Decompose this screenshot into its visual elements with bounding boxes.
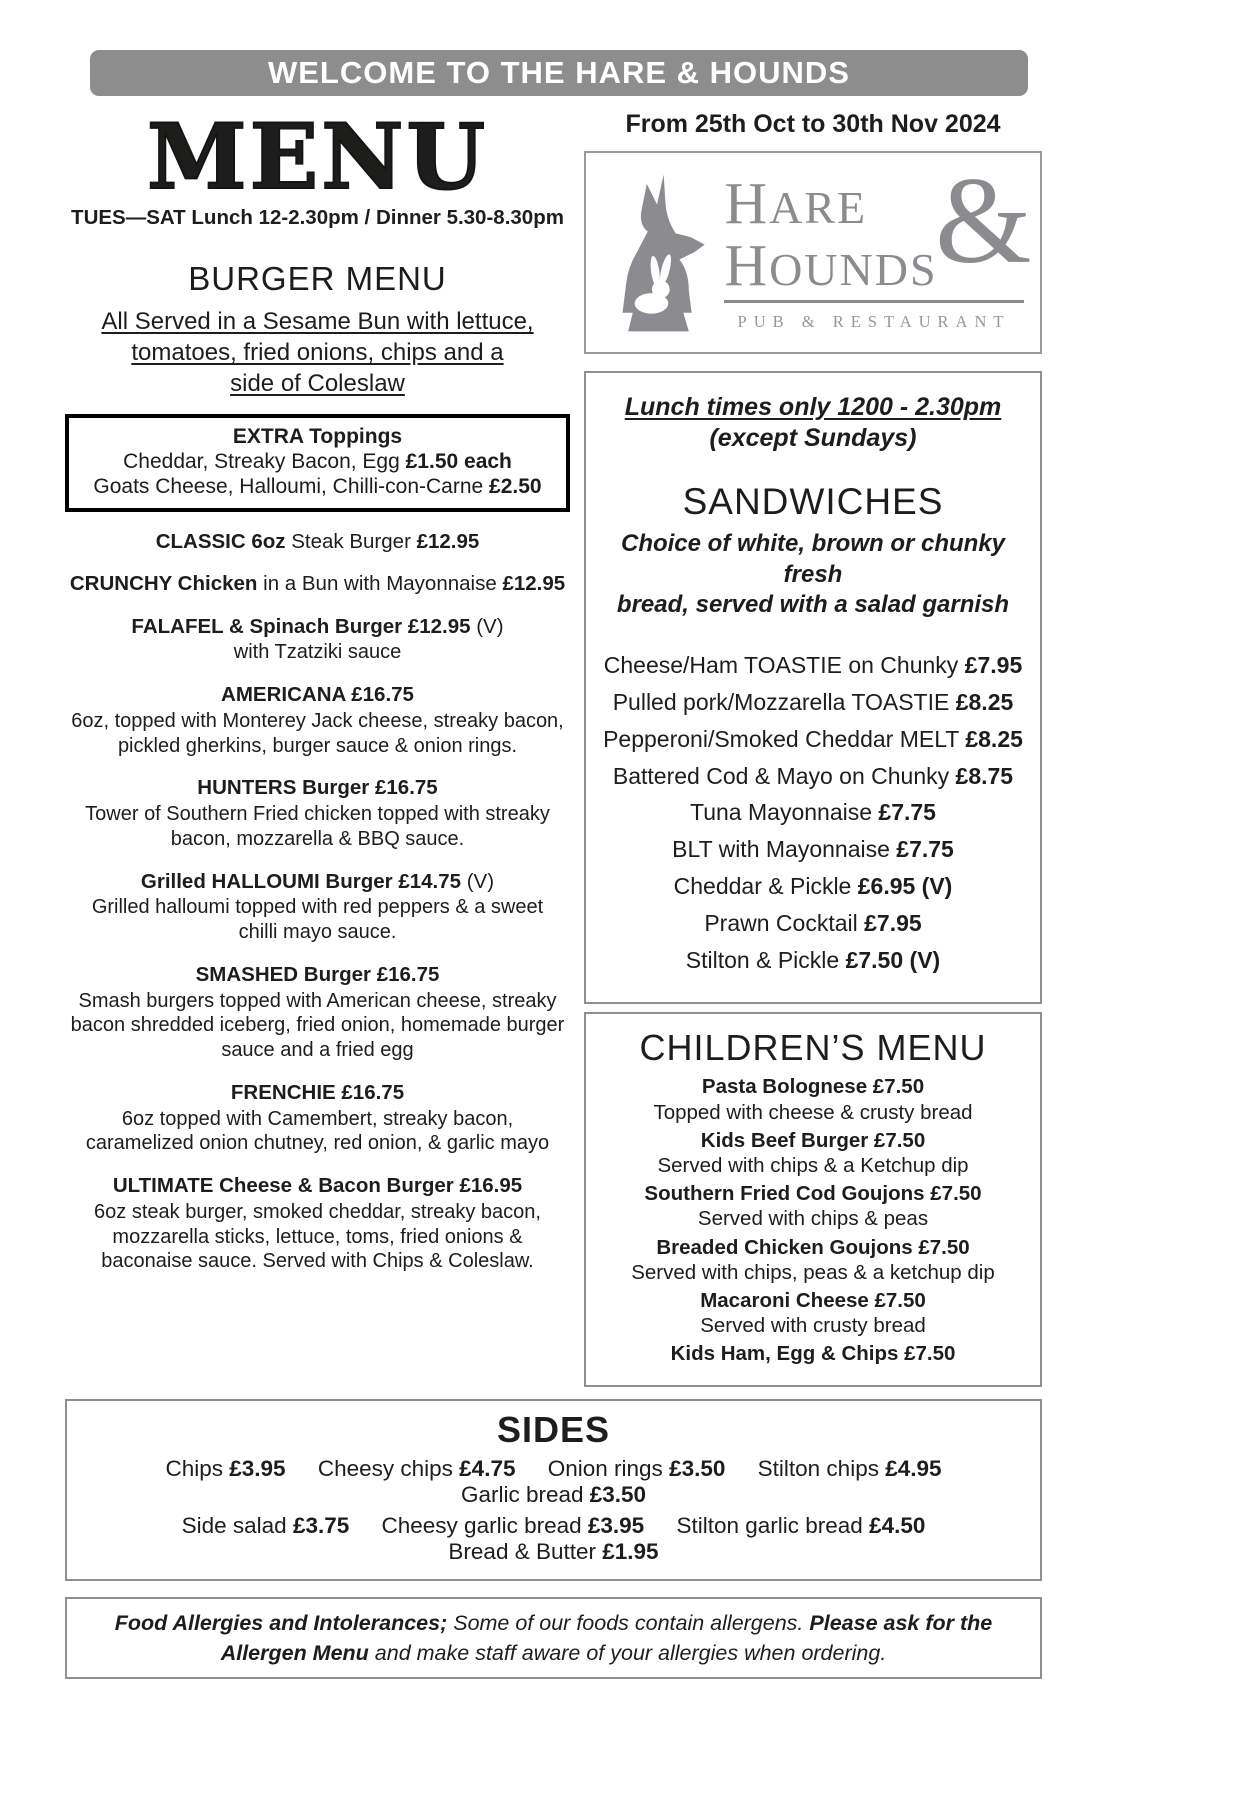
burger-item-desc: Tower of Southern Fried chicken topped with streaky bacon, mozzarella & BBQ sauce. <box>85 803 550 850</box>
sandwich-item: Tuna Mayonnaise £7.75 <box>690 799 936 826</box>
sides-title: SIDES <box>496 1408 611 1450</box>
lunch-times-exception: (except Sundays) <box>709 424 917 452</box>
burger-item-desc: 6oz, topped with Monterey Jack cheese, streaky bacon, pickled gherkins, burger sauce & onion rings. <box>71 709 564 757</box>
childrens-item-name: Breaded Chicken Goujons £7.50 <box>656 1235 970 1259</box>
childrens-item-name: Macaroni Cheese £7.50 <box>700 1288 926 1312</box>
burger-item-title: HUNTERS Burger £16.75 <box>197 776 438 800</box>
sandwiches-subtitle-line: Choice of white, brown or chunky fresh <box>620 530 1006 588</box>
burger-item-title: CLASSIC 6oz Steak Burger £12.95 <box>155 529 480 553</box>
extra-toppings-line <box>71 450 564 474</box>
toppings-text: Cheddar, Streaky Bacon, Egg <box>123 449 406 473</box>
side-item: Cheesy garlic bread £3.95 <box>381 1512 645 1538</box>
promo-date-range: From 25th Oct to 30th Nov 2024 <box>625 110 1001 138</box>
burger-item-title: ULTIMATE Cheese & Bacon Burger £16.95 <box>112 1174 523 1198</box>
childrens-item-name: Pasta Bolognese £7.50 <box>701 1075 925 1099</box>
allergy-menu-callout: Please ask for the Allergen Menu <box>220 1610 993 1665</box>
extra-toppings-line <box>71 475 564 499</box>
sandwich-item: Battered Cod & Mayo on Chunky £8.75 <box>612 762 1014 789</box>
burger-item <box>65 614 570 665</box>
right-column <box>584 108 1042 1387</box>
side-item: Bread & Butter £1.95 <box>448 1538 659 1564</box>
childrens-item-name: Kids Ham, Egg & Chips £7.50 <box>670 1342 956 1366</box>
sandwich-item: Cheese/Ham TOASTIE on Chunky £7.95 <box>603 652 1023 679</box>
allergy-notice-heading: Food Allergies and Intolerances; <box>114 1610 448 1635</box>
menu-title: MENU <box>147 104 488 210</box>
sandwich-item: Pulled pork/Mozzarella TOASTIE £8.25 <box>612 688 1014 715</box>
hound-and-hare-silhouette-icon <box>602 165 714 341</box>
sandwich-item: Cheddar & Pickle £6.95 (V) <box>673 872 953 899</box>
childrens-item-desc: Served with chips, peas & a ketchup dip <box>631 1260 995 1284</box>
burger-item-title: SMASHED Burger £16.75 <box>195 962 440 986</box>
welcome-banner <box>90 50 1028 96</box>
childrens-item-desc: Served with crusty bread <box>700 1314 926 1338</box>
burger-item-desc: Grilled halloumi topped with red peppers & a sweet chilli mayo sauce. <box>91 896 544 944</box>
childrens-menu-section <box>584 1012 1042 1386</box>
burger-subtitle-line: All Served in a Sesame Bun with lettuce, <box>101 308 534 335</box>
burger-item-desc: Smash burgers topped with American cheese, streaky bacon shredded iceberg, fried onion, homemade burger sauce and a fried egg <box>70 989 565 1062</box>
logo-word-hare: HARE <box>724 170 868 237</box>
allergy-notice: Food Allergies and Intolerances; Some of our foods contain allergens. Please ask for the Allergen Menu and make staff aware of your allergies when ordering. <box>65 1597 1042 1679</box>
side-item: Onion rings £3.50 <box>547 1455 726 1481</box>
burger-item <box>65 1080 570 1156</box>
burger-subtitle-line: tomatoes, fried onions, chips and a <box>131 339 504 367</box>
toppings-text: Goats Cheese, Halloumi, Chilli-con-Carne <box>93 474 490 498</box>
sandwich-item: BLT with Mayonnaise £7.75 <box>672 836 954 863</box>
burger-item <box>65 962 570 1063</box>
burger-item <box>65 682 570 758</box>
burger-subtitle-line: side of Coleslaw <box>230 370 405 398</box>
toppings-price: £2.50 <box>489 474 542 498</box>
left-column <box>65 104 570 1387</box>
side-item: Stilton chips £4.95 <box>757 1455 942 1481</box>
side-item: Stilton garlic bread £4.50 <box>676 1512 926 1538</box>
childrens-item-desc: Topped with cheese & crusty bread <box>653 1100 973 1124</box>
logo-tagline: PUB & RESTAURANT <box>737 311 1011 331</box>
burger-item-title: Grilled HALLOUMI Burger £14.75 (V) <box>140 869 495 893</box>
childrens-item-name: Kids Beef Burger £7.50 <box>700 1128 926 1152</box>
burger-item-desc: with Tzatziki sauce <box>233 641 402 664</box>
sandwich-item: Prawn Cocktail £7.95 <box>704 909 922 936</box>
childrens-menu-list <box>590 1074 1036 1366</box>
logo-word-hounds: HOUNDS <box>724 231 938 298</box>
sides-row <box>73 1513 1034 1565</box>
burger-item-title: FRENCHIE £16.75 <box>230 1080 405 1104</box>
side-item: Side salad £3.75 <box>181 1512 350 1538</box>
opening-hours: TUES—SAT Lunch 12-2.30pm / Dinner 5.30-8.30pm <box>71 206 564 229</box>
logo-divider <box>724 300 1023 303</box>
childrens-item-desc: Served with chips & peas <box>697 1207 929 1231</box>
burger-item-title: CRUNCHY Chicken in a Bun with Mayonnaise £12.95 <box>69 572 566 596</box>
extra-toppings-title: EXTRA Toppings <box>232 424 403 448</box>
burger-menu-title: BURGER MENU <box>188 260 447 297</box>
side-item: Garlic bread £3.50 <box>460 1481 647 1507</box>
sandwiches-subtitle-line: bread, served with a salad garnish <box>616 591 1010 619</box>
logo-box <box>584 151 1042 354</box>
burger-item-title: AMERICANA £16.75 <box>221 683 414 707</box>
burger-item <box>65 775 570 851</box>
side-item: Chips £3.95 <box>165 1455 286 1481</box>
burger-item <box>65 529 570 555</box>
logo-name <box>724 152 1032 298</box>
side-item: Cheesy chips £4.75 <box>317 1455 516 1481</box>
sandwiches-section <box>584 371 1042 1004</box>
sandwich-list <box>590 647 1036 978</box>
sandwich-item: Pepperoni/Smoked Cheddar MELT £8.25 <box>603 725 1023 752</box>
burger-item <box>65 1173 570 1274</box>
burger-item-title: FALAFEL & Spinach Burger £12.95 (V) <box>131 614 504 638</box>
toppings-price: £1.50 each <box>405 449 512 473</box>
childrens-item-name: Southern Fried Cod Goujons £7.50 <box>644 1182 982 1206</box>
logo-ampersand: & <box>935 152 1032 290</box>
menu-body <box>65 104 1042 1387</box>
sandwiches-subtitle <box>590 529 1036 621</box>
burger-item-desc: 6oz steak burger, smoked cheddar, streaky bacon, mozzarella sticks, lettuce, toms, fried onions & baconaise sauce. Served with Chips & Coleslaw. <box>94 1200 541 1273</box>
sides-row <box>73 1456 1034 1508</box>
sandwich-item: Stilton & Pickle £7.50 (V) <box>685 946 941 973</box>
burger-item <box>65 869 570 945</box>
childrens-menu-title: CHILDREN’S MENU <box>639 1027 987 1069</box>
welcome-banner-title: WELCOME TO THE HARE & HOUNDS <box>268 55 850 90</box>
childrens-item-desc: Served with chips & a Ketchup dip <box>657 1153 969 1177</box>
logo-wordmark <box>724 152 1032 332</box>
sandwiches-title: SANDWICHES <box>682 481 944 522</box>
sides-section <box>65 1399 1042 1581</box>
burger-menu-subtitle <box>65 306 570 400</box>
extra-toppings-box <box>65 414 570 512</box>
burger-item-desc: 6oz topped with Camembert, streaky bacon, caramelized onion chutney, red onion, & garlic mayo <box>85 1107 550 1155</box>
burger-item <box>65 571 570 597</box>
lunch-times-note: Lunch times only 1200 - 2.30pm <box>624 393 1002 421</box>
